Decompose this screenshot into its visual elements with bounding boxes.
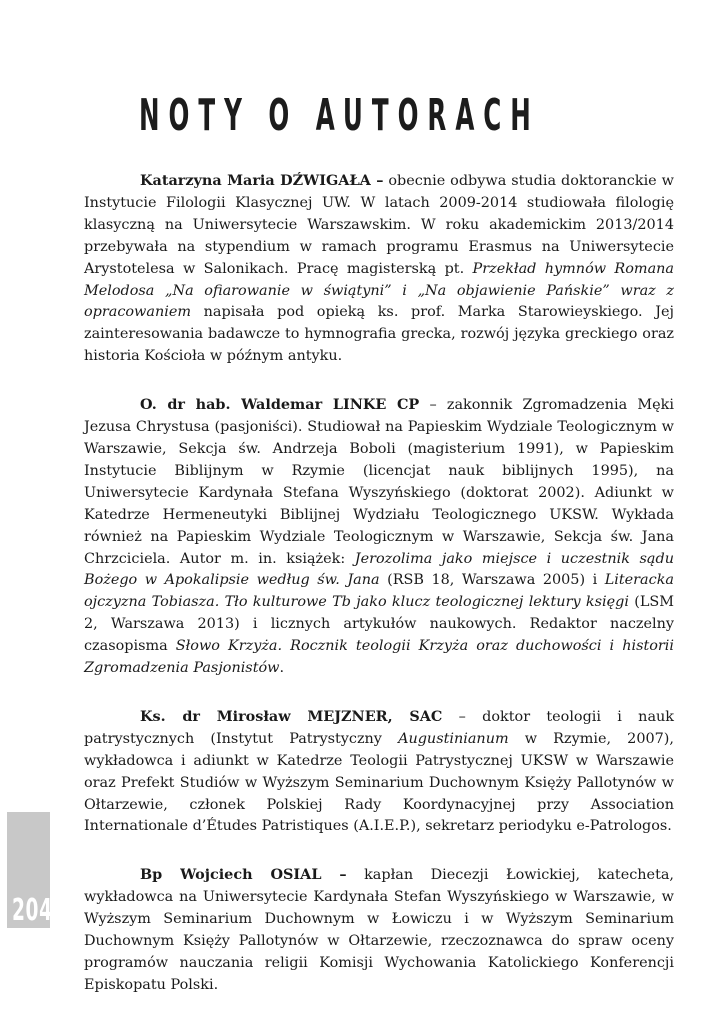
bio-title-italic: Przekład hymnów Romana Melodosa „Na ofiarowanie w świątyni” i „Na objawienie Pańskie” wraz z opracowaniem bbox=[84, 260, 675, 321]
bio-dzwigala bbox=[84, 170, 674, 368]
bio-text: napisała pod opieką ks. prof. Marka Starowieyskiego. Jej zainteresowania badawcze to hymnografia grecka, rozwój języka greckiego oraz historia Kościoła w późnym antyku. bbox=[84, 304, 674, 365]
bio-text: obecnie odbywa studia doktoranckie w Instytucie Filologii Klasycznej UW. W latach 2009-2014 studiowała filologię klasyczną na Uniwersytecie Warszawskim. W roku akademickim 2013/2014 przebywała na stypendium w ramach programu Erasmus na Uniwersytecie Arystotelesa w Salonikach. Pracę magisterską pt. bbox=[84, 173, 674, 277]
bio-text: – zakonnik Zgromadzenia Męki Jezusa Chrystusa (pasjoniści). Studiował na Papieskim Wydziale Teologicznym w Warszawie, Sekcja św. Andrzeja Boboli (magisterium 1991), w Papieskim Instytucie Biblijnym w Rzymie (licencjat nauk biblijnych 1995), na Uniwersytecie Kardynała Stefana Wyszyńskiego (doktorat 2002). Adiunkt w Katedrze Hermeneutyki Biblijnej Wydziału Teologicznego UKSW. Wykłada również na Papieskim Wydziale Teologicznym w Warszawie, Sekcja św. Jana Chrzciciela. Autor m. in. książek: bbox=[84, 397, 675, 567]
author-name: O. dr hab. Waldemar LINKE CP bbox=[140, 396, 420, 414]
bio-mejzner bbox=[84, 706, 674, 838]
author-notes bbox=[84, 170, 674, 1023]
bio-text: . bbox=[279, 660, 285, 677]
bio-text: (RSB 18, Warszawa 2005) i bbox=[379, 572, 605, 589]
author-name: Bp Wojciech OSIAL – bbox=[140, 866, 347, 884]
author-name: Katarzyna Maria DŹWIGAŁA – bbox=[140, 172, 384, 189]
bio-title-italic: Jerozolima jako miejsce i uczestnik sądu Bożego w Apokalipsie według św. Jana bbox=[84, 550, 674, 589]
page-number: 204 bbox=[12, 893, 53, 928]
bio-title-italic: Literacka ojczyzna Tobiasza. Tło kulturowe Tb jako klucz teologicznej lektury księgi bbox=[84, 572, 674, 611]
bio-text: – doktor teologii i nauk patrystycznych (Instytut Patrystyczny bbox=[84, 708, 675, 747]
bio-title-italic: Augustinianum bbox=[398, 730, 509, 747]
page-title: NOTY O AUTORACH bbox=[139, 90, 540, 141]
author-name: Ks. dr Mirosław MEJZNER, SAC bbox=[140, 707, 443, 725]
bio-text: kapłan Diecezji Łowickiej, katecheta, wykładowca na Uniwersytecie Kardynała Stefan Wyszyńskiego w Warszawie, w Wyższym Seminarium Duchownym w Łowiczu i w Wyższym Seminarium Duchownym Księży Pallotynów w Ołtarzewie, rzeczoznawca do spraw oceny programów nauczania religii Komisji Wychowania Katolickiego Konferencji Episkopatu Polski. bbox=[84, 867, 675, 993]
bio-title-italic: Słowo Krzyża. Rocznik teologii Krzyża oraz duchowości i historii Zgromadzenia Pasjonistów bbox=[84, 638, 674, 677]
bio-text: w Rzymie, 2007), wykładowca i adiunkt w Katedrze Teologii Patrystycznej UKSW w Warszawie oraz Prefekt Studiów w Wyższym Seminarium Duchownym Księży Pallotynów w Ołtarzewie, członek Polskiej Rady Koordynacyjnej przy Association Internationale d’Études Patristiques (A.I.E.P.), sekretarz periodyku e-Patrologos. bbox=[84, 730, 674, 835]
bio-text: (LSM 2, Warszawa 2013) i licznych artykułów naukowych. Redaktor naczelny czasopisma bbox=[84, 594, 674, 655]
bio-linke bbox=[84, 394, 674, 680]
bio-osial bbox=[84, 864, 674, 996]
